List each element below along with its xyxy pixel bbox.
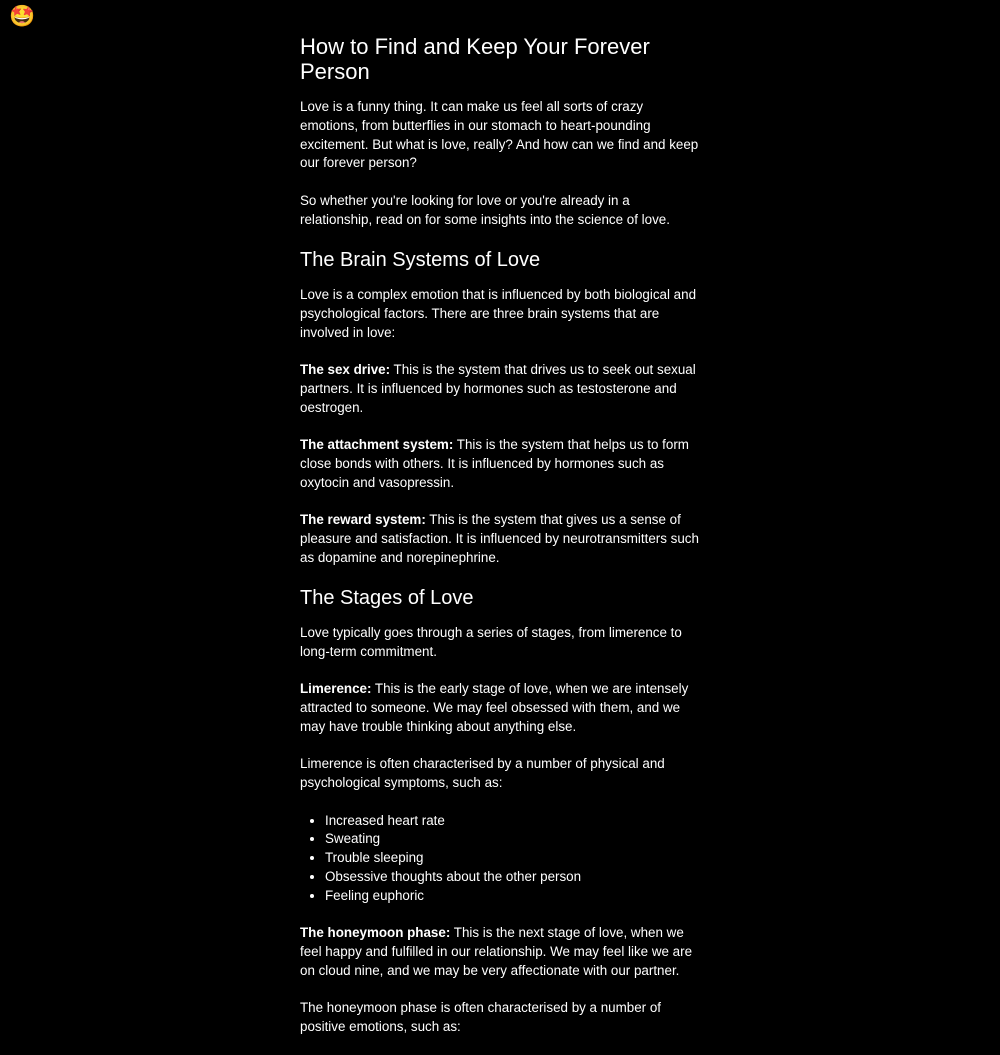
list-item: • Obsessive thoughts about the other person (325, 868, 702, 887)
brain-item-sex-drive (300, 361, 702, 417)
term-label: The sex drive: (300, 362, 391, 377)
list-item: • Trouble sleeping (325, 849, 702, 868)
stages-intro: Love typically goes through a series of stages, from limerence to long-term commitment. (300, 625, 682, 659)
limerence-symptoms-intro: Limerence is often characterised by a number of physical and psychological symptoms, such as: (300, 756, 665, 790)
brain-systems-intro: Love is a complex emotion that is influenced by both biological and psychological factors. There are three brain systems that are involved in love: (300, 287, 697, 340)
term-description: This is the early stage of love, when we are intensely attracted to someone. We may feel obsessed with them, and we may have trouble thinking about anything else. (300, 681, 689, 734)
term-label: The attachment system: (300, 437, 454, 452)
list-item: • Feeling euphoric (325, 887, 702, 906)
list-item: • Increased heart rate (325, 812, 702, 831)
symptoms-list (300, 812, 702, 906)
stage-limerence (300, 680, 702, 736)
star-struck-emoji-icon: 🤩 (9, 5, 36, 28)
term-description: This is the system that helps us to form close bonds with others. It is influenced by hormones such as oxytocin and vasopressin. (300, 437, 689, 490)
intro-paragraph-2: So whether you're looking for love or you're already in a relationship, read on for some insights into the science of love. (300, 192, 670, 227)
section-heading-brain-systems: The Brain Systems of Love (300, 249, 541, 271)
article (300, 30, 702, 1055)
stage-honeymoon (300, 924, 702, 980)
term-label: Limerence: (300, 681, 372, 697)
honeymoon-emotions-intro: The honeymoon phase is often characterised by a number of positive emotions, such as: (300, 1000, 662, 1034)
brain-item-reward (300, 511, 702, 567)
term-description: This is the next stage of love, when we feel happy and fulfilled in our relationship. We may feel like we are on cloud nine, and we may be very affectionate with our partner. (300, 925, 693, 978)
term-label: The honeymoon phase: (300, 925, 451, 940)
list-item: • Sweating (325, 830, 702, 849)
term-label: The reward system: (300, 512, 426, 527)
intro-paragraph-1: Love is a funny thing. It can make us feel all sorts of crazy emotions, from butterflies in our stomach to heart-pounding excitement. But what is love, really? And how can we find and keep our forever person? (300, 99, 699, 171)
term-description: This is the system that gives us a sense of pleasure and satisfaction. It is influenced by neurotransmitters such as dopamine and norepinephrine. (300, 512, 699, 565)
brain-item-attachment (300, 436, 702, 492)
section-heading-stages: The Stages of Love (300, 587, 474, 609)
page-title: How to Find and Keep Your Forever Person (300, 34, 650, 84)
term-description: This is the system that drives us to seek out sexual partners. It is influenced by hormones such as testosterone and oestrogen. (300, 362, 696, 415)
